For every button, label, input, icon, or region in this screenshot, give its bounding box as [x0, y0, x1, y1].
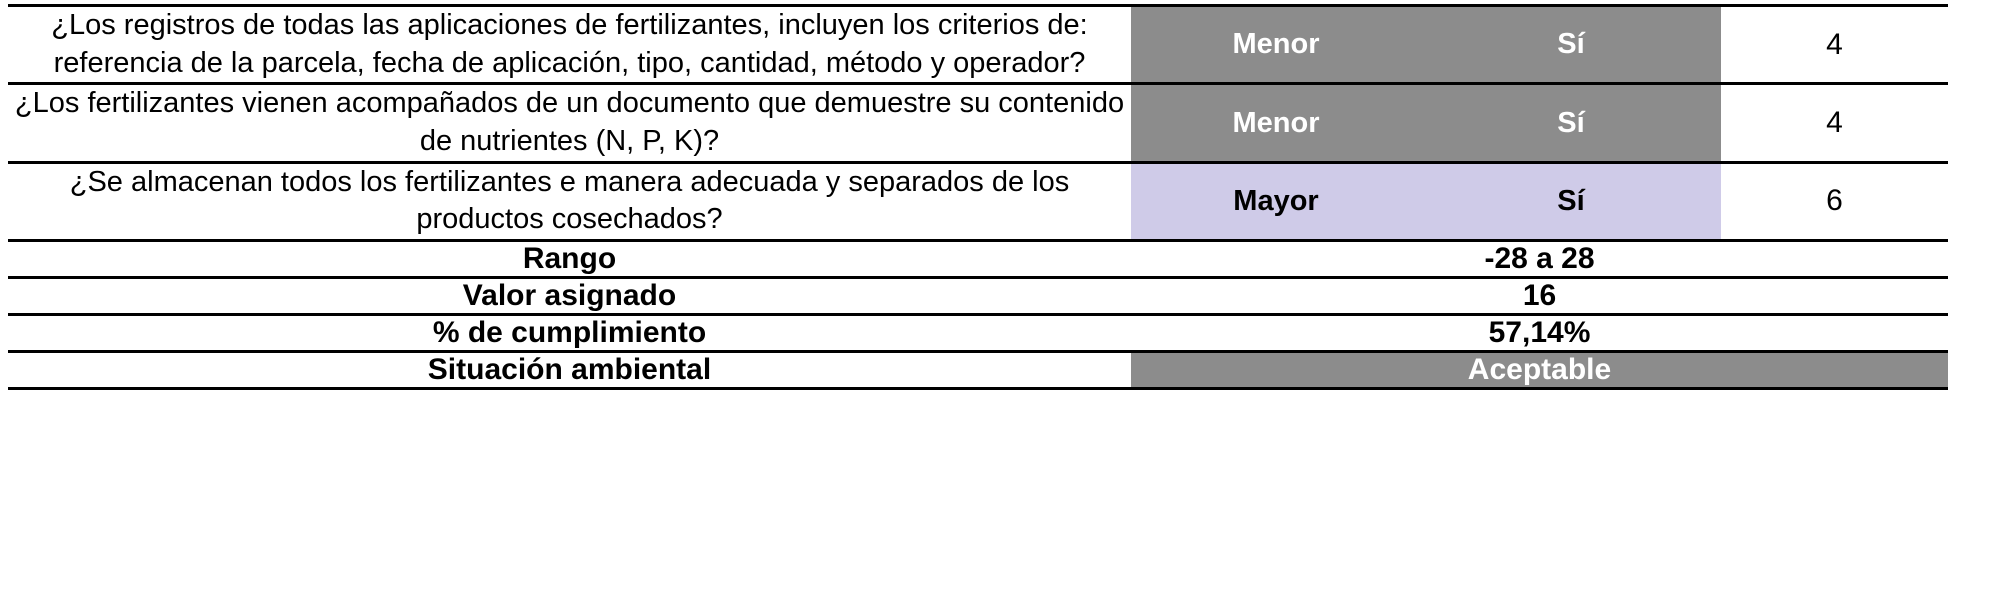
- severity-value: Menor: [1131, 6, 1421, 84]
- score-value: 4: [1721, 84, 1948, 162]
- summary-value: -28 a 28: [1131, 241, 1948, 278]
- answer-value: Sí: [1421, 162, 1721, 240]
- table-row: [8, 6, 1948, 84]
- table-row: [8, 84, 1948, 162]
- question-text: ¿Los registros de todas las aplicaciones de fertilizantes, incluyen los criterios de: referencia de la parcela, fecha de aplicación, tipo, cantidad, método y operador?: [8, 6, 1131, 84]
- summary-label: Situación ambiental: [8, 352, 1131, 389]
- answer-value: Sí: [1421, 84, 1721, 162]
- table-row: [8, 162, 1948, 240]
- summary-label: Rango: [8, 241, 1131, 278]
- severity-value: Mayor: [1131, 162, 1421, 240]
- evaluation-sheet: [0, 4, 2011, 592]
- score-value: 4: [1721, 6, 1948, 84]
- severity-value: Menor: [1131, 84, 1421, 162]
- summary-value: 57,14%: [1131, 315, 1948, 352]
- summary-row-valor-asignado: [8, 278, 1948, 315]
- fertilizer-evaluation-table: [8, 4, 1948, 390]
- summary-label: % de cumplimiento: [8, 315, 1131, 352]
- question-text: ¿Se almacenan todos los fertilizantes e manera adecuada y separados de los productos cosechados?: [8, 162, 1131, 240]
- summary-row-porcentaje-cumplimiento: [8, 315, 1948, 352]
- score-value: 6: [1721, 162, 1948, 240]
- summary-value: 16: [1131, 278, 1948, 315]
- summary-row-rango: [8, 241, 1948, 278]
- status-badge: Aceptable: [1131, 352, 1948, 389]
- summary-label: Valor asignado: [8, 278, 1131, 315]
- answer-value: Sí: [1421, 6, 1721, 84]
- question-text: ¿Los fertilizantes vienen acompañados de un documento que demuestre su contenido de nutrientes (N, P, K)?: [8, 84, 1131, 162]
- summary-row-situacion-ambiental: [8, 352, 1948, 389]
